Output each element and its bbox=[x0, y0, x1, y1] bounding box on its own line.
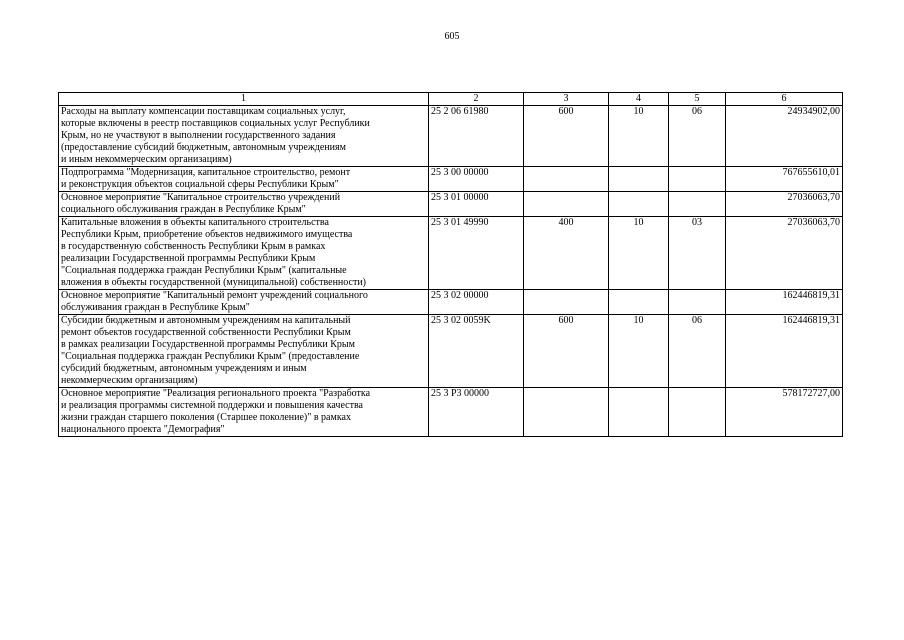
row-name: Субсидии бюджетным и автономным учреждениям на капитальный ремонт объектов государственной собственности Республики Крым в рамках реализации Государственной программы Республики Крым "Социальная поддержка граждан Республики Крым" (предоставление субсидий бюджетным, автономным учреждениям и иным некоммерческим организациям) bbox=[59, 315, 429, 388]
row-code: 25 3 00 00000 bbox=[429, 167, 524, 192]
row-section bbox=[609, 388, 669, 437]
row-expense-type: 600 bbox=[524, 315, 609, 388]
row-code: 25 3 02 00000 bbox=[429, 290, 524, 315]
budget-table bbox=[58, 92, 843, 437]
row-section: 10 bbox=[609, 106, 669, 167]
row-amount: 578172727,00 bbox=[726, 388, 843, 437]
row-section bbox=[609, 290, 669, 315]
row-subsection: 06 bbox=[669, 315, 726, 388]
table-row bbox=[59, 290, 843, 315]
row-code: 25 3 P3 00000 bbox=[429, 388, 524, 437]
row-amount: 27036063,70 bbox=[726, 192, 843, 217]
row-code: 25 2 06 61980 bbox=[429, 106, 524, 167]
header-cell-amount: 6 bbox=[726, 93, 843, 106]
row-amount: 767655610,01 bbox=[726, 167, 843, 192]
row-expense-type bbox=[524, 290, 609, 315]
row-section bbox=[609, 192, 669, 217]
row-subsection bbox=[669, 192, 726, 217]
row-expense-type bbox=[524, 192, 609, 217]
row-name: Основное мероприятие "Капитальный ремонт учреждений социального обслуживания граждан в Республике Крым" bbox=[59, 290, 429, 315]
table-row bbox=[59, 315, 843, 388]
row-name: Подпрограмма "Модернизация, капитальное строительство, ремонт и реконструкция объектов социальной сферы Республики Крым" bbox=[59, 167, 429, 192]
row-section bbox=[609, 167, 669, 192]
header-row bbox=[59, 93, 843, 106]
row-amount: 162446819,31 bbox=[726, 290, 843, 315]
row-name: Расходы на выплату компенсации поставщикам социальных услуг, которые включены в реестр поставщиков социальных услуг Республики Крым, но не участвуют в выполнении государственного задания (предоставление субсидий бюджетным, автономным учреждениям и иным некоммерческим организациям) bbox=[59, 106, 429, 167]
row-subsection bbox=[669, 290, 726, 315]
row-expense-type: 600 bbox=[524, 106, 609, 167]
row-section: 10 bbox=[609, 217, 669, 290]
table-row bbox=[59, 388, 843, 437]
table-row bbox=[59, 192, 843, 217]
header-cell-type: 3 bbox=[524, 93, 609, 106]
page-number: 605 bbox=[444, 31, 460, 42]
row-expense-type bbox=[524, 388, 609, 437]
row-subsection: 03 bbox=[669, 217, 726, 290]
row-code: 25 3 02 0059K bbox=[429, 315, 524, 388]
row-section: 10 bbox=[609, 315, 669, 388]
row-name: Основное мероприятие "Капитальное строительство учреждений социального обслуживания граждан в Республике Крым" bbox=[59, 192, 429, 217]
row-name: Капитальные вложения в объекты капитального строительства Республики Крым, приобретение объектов недвижимого имущества в государственную собственность Республики Крым в рамках реализации Государственной программы Республики Крым "Социальная поддержка граждан Республики Крым" (капитальные вложения в объекты государственной (муниципальной) собственности) bbox=[59, 217, 429, 290]
row-amount: 162446819,31 bbox=[726, 315, 843, 388]
row-amount: 27036063,70 bbox=[726, 217, 843, 290]
table-row bbox=[59, 217, 843, 290]
table-row bbox=[59, 167, 843, 192]
header-cell-section: 4 bbox=[609, 93, 669, 106]
row-amount: 24934902,00 bbox=[726, 106, 843, 167]
row-name: Основное мероприятие "Реализация регионального проекта "Разработка и реализация программы системной поддержки и повышения качества жизни граждан старшего поколения (Старшее поколение)" в рамках национального проекта "Демография" bbox=[59, 388, 429, 437]
row-subsection bbox=[669, 388, 726, 437]
row-code: 25 3 01 00000 bbox=[429, 192, 524, 217]
row-expense-type bbox=[524, 167, 609, 192]
header-cell-code: 2 bbox=[429, 93, 524, 106]
row-subsection bbox=[669, 167, 726, 192]
header-cell-subsection: 5 bbox=[669, 93, 726, 106]
table-row bbox=[59, 106, 843, 167]
row-expense-type: 400 bbox=[524, 217, 609, 290]
header-cell-name: 1 bbox=[59, 93, 429, 106]
row-subsection: 06 bbox=[669, 106, 726, 167]
row-code: 25 3 01 49990 bbox=[429, 217, 524, 290]
